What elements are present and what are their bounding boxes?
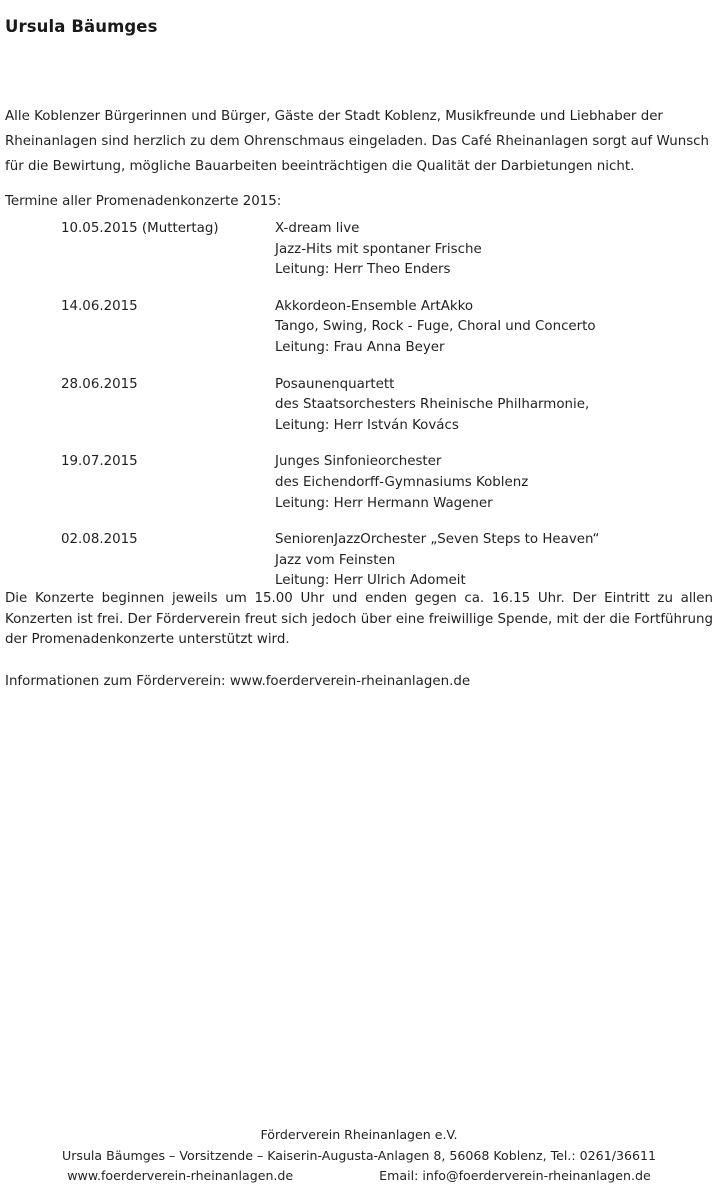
- concert-ensemble: Akkordeon-Ensemble ArtAkko: [275, 298, 474, 314]
- concert-date: 14.06.2015: [61, 298, 138, 314]
- concert-leitung: Leitung: Frau Anna Beyer: [275, 339, 445, 355]
- concert-details: [275, 219, 711, 297]
- footer-contact: [0, 1166, 718, 1187]
- footer-address: Ursula Bäumges – Vorsitzende – Kaiserin-Augusta-Anlagen 8, 56068 Koblenz, Tel.: 0261/36611: [61, 1147, 657, 1163]
- concert-description: Tango, Swing, Rock - Fuge, Choral und Concerto: [275, 319, 596, 335]
- termine-heading: Termine aller Promenadenkonzerte 2015:: [5, 194, 282, 210]
- page-footer: [0, 1125, 718, 1187]
- concert-details: [275, 375, 711, 453]
- concert-date: 10.05.2015 (Muttertag): [61, 221, 219, 236]
- concert-schedule-table: [61, 219, 711, 608]
- concert-date: 02.08.2015: [61, 532, 138, 548]
- concert-date: 28.06.2015: [61, 376, 138, 392]
- concert-date: 19.07.2015: [61, 454, 138, 470]
- closing-paragraph: Die Konzerte beginnen jeweils um 15.00 Uhr und enden gegen ca. 16.15 Uhr. Der Eintritt zu allen Konzerten ist frei. Der Förderverein freut sich jedoch über eine freiwillige Spende, mit der die Fortführung der Promenadenkonzerte unterstützt wird.: [5, 591, 713, 648]
- footer-email: Email: info@foerderverein-rheinanlagen.de: [379, 1168, 651, 1183]
- concert-ensemble: Junges Sinfonieorchester: [275, 454, 442, 470]
- concert-description: des Eichendorff-Gymnasiums Koblenz: [275, 474, 529, 490]
- concert-leitung: Leitung: Herr Hermann Wagener: [275, 495, 493, 511]
- concert-leitung: Leitung: Herr Theo Enders: [275, 262, 451, 278]
- info-paragraph: Informationen zum Förderverein: www.foerderverein-rheinanlagen.de: [5, 674, 471, 690]
- intro-paragraph: Alle Koblenzer Bürgerinnen und Bürger, Gäste der Stadt Koblenz, Musikfreunde und Liebhaber der Rheinanlagen sind herzlich zu dem Ohrenschmaus eingeladen. Das Café Rheinanlagen sorgt auf Wunsch für die Bewirtung, mögliche Bauarbeiten beeinträchtigen die Qualität der Darbietungen nicht.: [5, 109, 710, 175]
- concert-description: des Staatsorchesters Rheinische Philharmonie,: [275, 397, 590, 413]
- concert-leitung: Leitung: Herr Ulrich Adomeit: [275, 573, 466, 589]
- concert-leitung: Leitung: Herr István Kovács: [275, 417, 459, 433]
- concert-ensemble: X-dream live: [275, 221, 360, 236]
- footer-organization: Förderverein Rheinanlagen e.V.: [260, 1127, 458, 1142]
- table-row: [61, 375, 711, 453]
- table-row: [61, 452, 711, 530]
- page-title: Ursula Bäumges: [5, 17, 158, 37]
- footer-website: www.foerderverein-rheinanlagen.de: [67, 1168, 294, 1183]
- concert-details: [275, 297, 711, 375]
- concert-description: Jazz vom Feinsten: [275, 552, 396, 568]
- concert-description: Jazz-Hits mit spontaner Frische: [275, 241, 482, 257]
- concert-details: [275, 452, 711, 530]
- concert-ensemble: Posaunenquartett: [275, 376, 395, 392]
- table-row: [61, 297, 711, 375]
- concert-ensemble: SeniorenJazzOrchester „Seven Steps to Heaven“: [275, 532, 600, 548]
- table-row: [61, 219, 711, 297]
